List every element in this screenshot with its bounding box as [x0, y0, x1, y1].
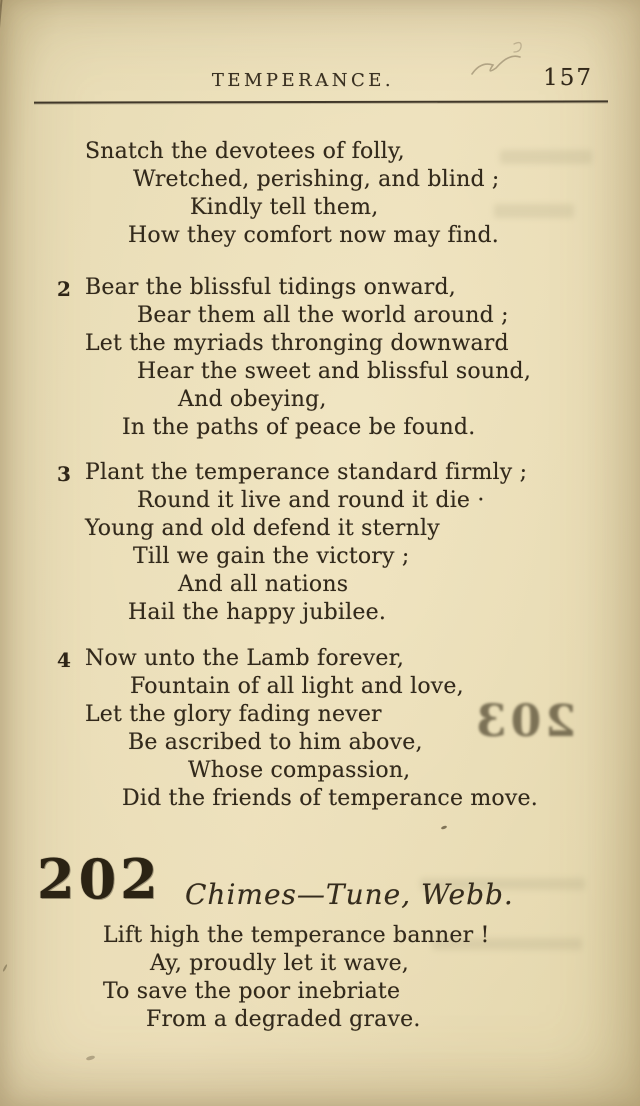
- verse-number: 3: [57, 462, 72, 486]
- verse-line: Lift high the temperance banner !: [103, 923, 490, 948]
- verse-number: 2: [57, 277, 72, 301]
- stanza: [0, 645, 640, 813]
- tune-caption: Chimes—Tune, Webb.: [185, 878, 514, 911]
- verse-line: Bear them all the world around ;: [137, 303, 509, 328]
- verse-line: [57, 274, 640, 302]
- stanza: [0, 138, 640, 250]
- pencil-mark: [468, 36, 540, 84]
- stanza: [0, 922, 640, 1034]
- verse-number: 4: [57, 648, 72, 672]
- stanza: [0, 274, 640, 442]
- verse-line: And obeying,: [178, 387, 327, 412]
- verse-line: [57, 645, 640, 673]
- verse-line: How they comfort now may find.: [128, 223, 499, 248]
- verse-line-text: Bear the blissful tidings onward,: [85, 275, 456, 300]
- verse-line: Be ascribed to him above,: [128, 730, 423, 755]
- verse-line: Till we gain the victory ;: [133, 544, 410, 569]
- verse-line: Wretched, perishing, and blind ;: [133, 167, 500, 192]
- page-header: [0, 65, 640, 100]
- verse-line: Round it live and round it die ·: [137, 488, 485, 513]
- verse-line-text: Plant the temperance standard firmly ;: [85, 460, 528, 485]
- verse-line: Snatch the devotees of folly,: [85, 139, 405, 164]
- verse-line: Let the myriads thronging downward: [85, 331, 509, 356]
- ink-speck: [441, 825, 448, 830]
- verse-line: And all nations: [178, 572, 349, 597]
- verse-line: Hear the sweet and blissful sound,: [137, 359, 532, 384]
- verse-line: To save the poor inebriate: [103, 979, 401, 1004]
- ink-speck: [86, 1055, 96, 1061]
- verse-line: Fountain of all light and love,: [130, 674, 464, 699]
- verse-line-text: Now unto the Lamb forever,: [85, 646, 405, 671]
- ghost-showthrough-number: 203: [472, 696, 576, 747]
- verse-line: [57, 459, 640, 487]
- stanza: [0, 459, 640, 627]
- verse-line: Young and old defend it sternly: [85, 516, 440, 541]
- verse-line: In the paths of peace be found.: [122, 415, 476, 440]
- verse-line: Did the friends of temperance move.: [122, 786, 538, 811]
- header-rule: [34, 100, 608, 103]
- verse-line: From a degraded grave.: [146, 1007, 421, 1032]
- verse-line: Whose compassion,: [188, 758, 411, 783]
- hymn-number: 202: [37, 847, 162, 911]
- section-title: TEMPERANCE.: [211, 70, 395, 91]
- page-number: 157: [543, 65, 593, 91]
- verse-line: Ay, proudly let it wave,: [150, 951, 409, 976]
- verse-line: Let the glory fading never: [85, 702, 382, 727]
- verse-line: Hail the happy jubilee.: [128, 600, 387, 625]
- verse-line: Kindly tell them,: [190, 195, 379, 220]
- hymn-202-heading: [37, 848, 597, 918]
